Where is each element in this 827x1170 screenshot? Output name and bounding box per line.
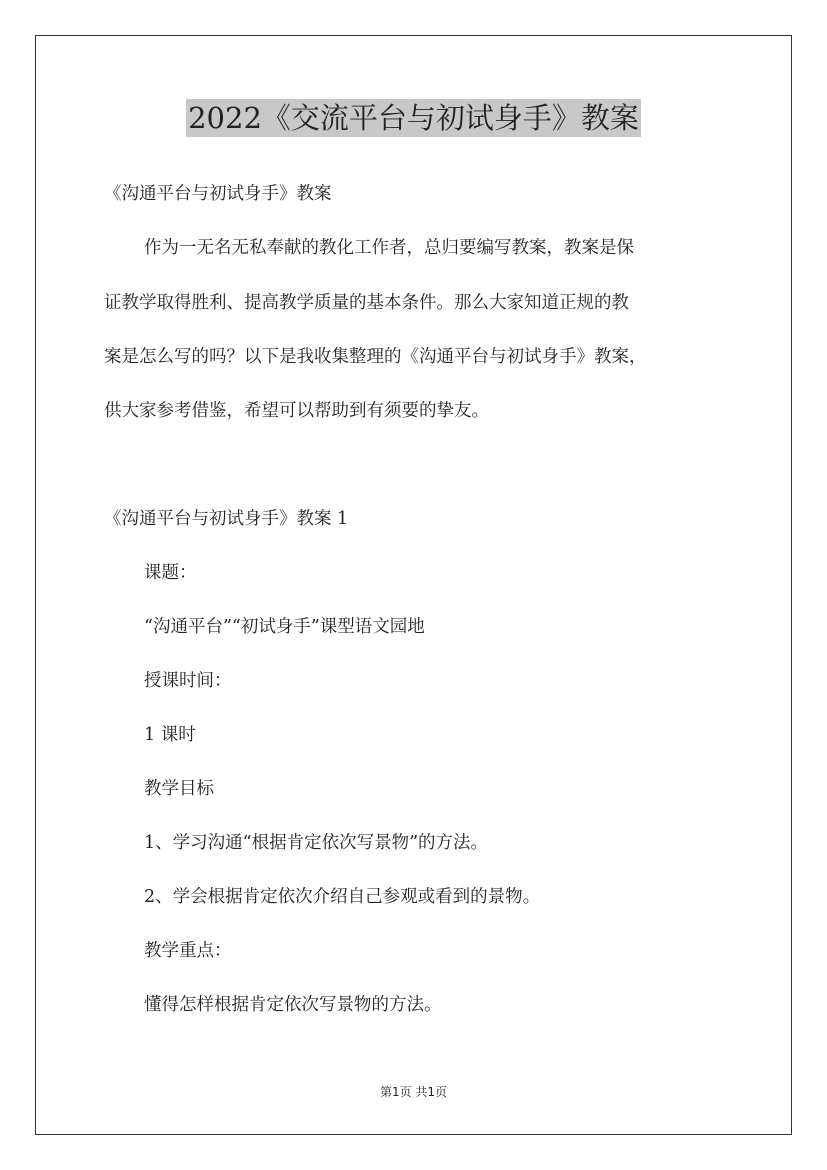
page-footer: 第1页 共1页 <box>379 1085 448 1099</box>
body-line: 教学目标 <box>144 779 214 799</box>
intro-line: 作为一无名无私奉献的教化工作者，总归要编写教案，教案是保 <box>144 238 634 258</box>
body-line: 懂得怎样根据肯定依次写景物的方法。 <box>144 995 442 1015</box>
document-title-wrap <box>0 98 827 138</box>
intro-line: 供大家参考借鉴，希望可以帮助到有须要的挚友。 <box>104 401 489 421</box>
body-line: 1 课时 <box>144 725 196 745</box>
body-line: “沟通平台”“初试身手”课型语文园地 <box>144 617 425 637</box>
body-line: 教学重点： <box>144 941 232 961</box>
section-heading: 《沟通平台与初试身手》教案 1 <box>104 509 349 529</box>
body-line: 授课时间： <box>144 671 232 691</box>
body-line: 2、学会根据肯定依次介绍自己参观或看到的景物。 <box>144 887 541 907</box>
document-title: 2022《交流平台与初试身手》教案 <box>188 101 639 135</box>
intro-line: 证教学取得胜利、提高教学质量的基本条件。那么大家知道正规的教 <box>104 293 629 313</box>
document-subtitle: 《沟通平台与初试身手》教案 <box>104 184 332 204</box>
body-line: 1、学习沟通“根据肯定依次写景物”的方法。 <box>144 833 489 853</box>
intro-line: 案是怎么写的吗？以下是我收集整理的《沟通平台与初试身手》教案， <box>104 347 647 367</box>
body-line: 课题： <box>144 563 197 583</box>
